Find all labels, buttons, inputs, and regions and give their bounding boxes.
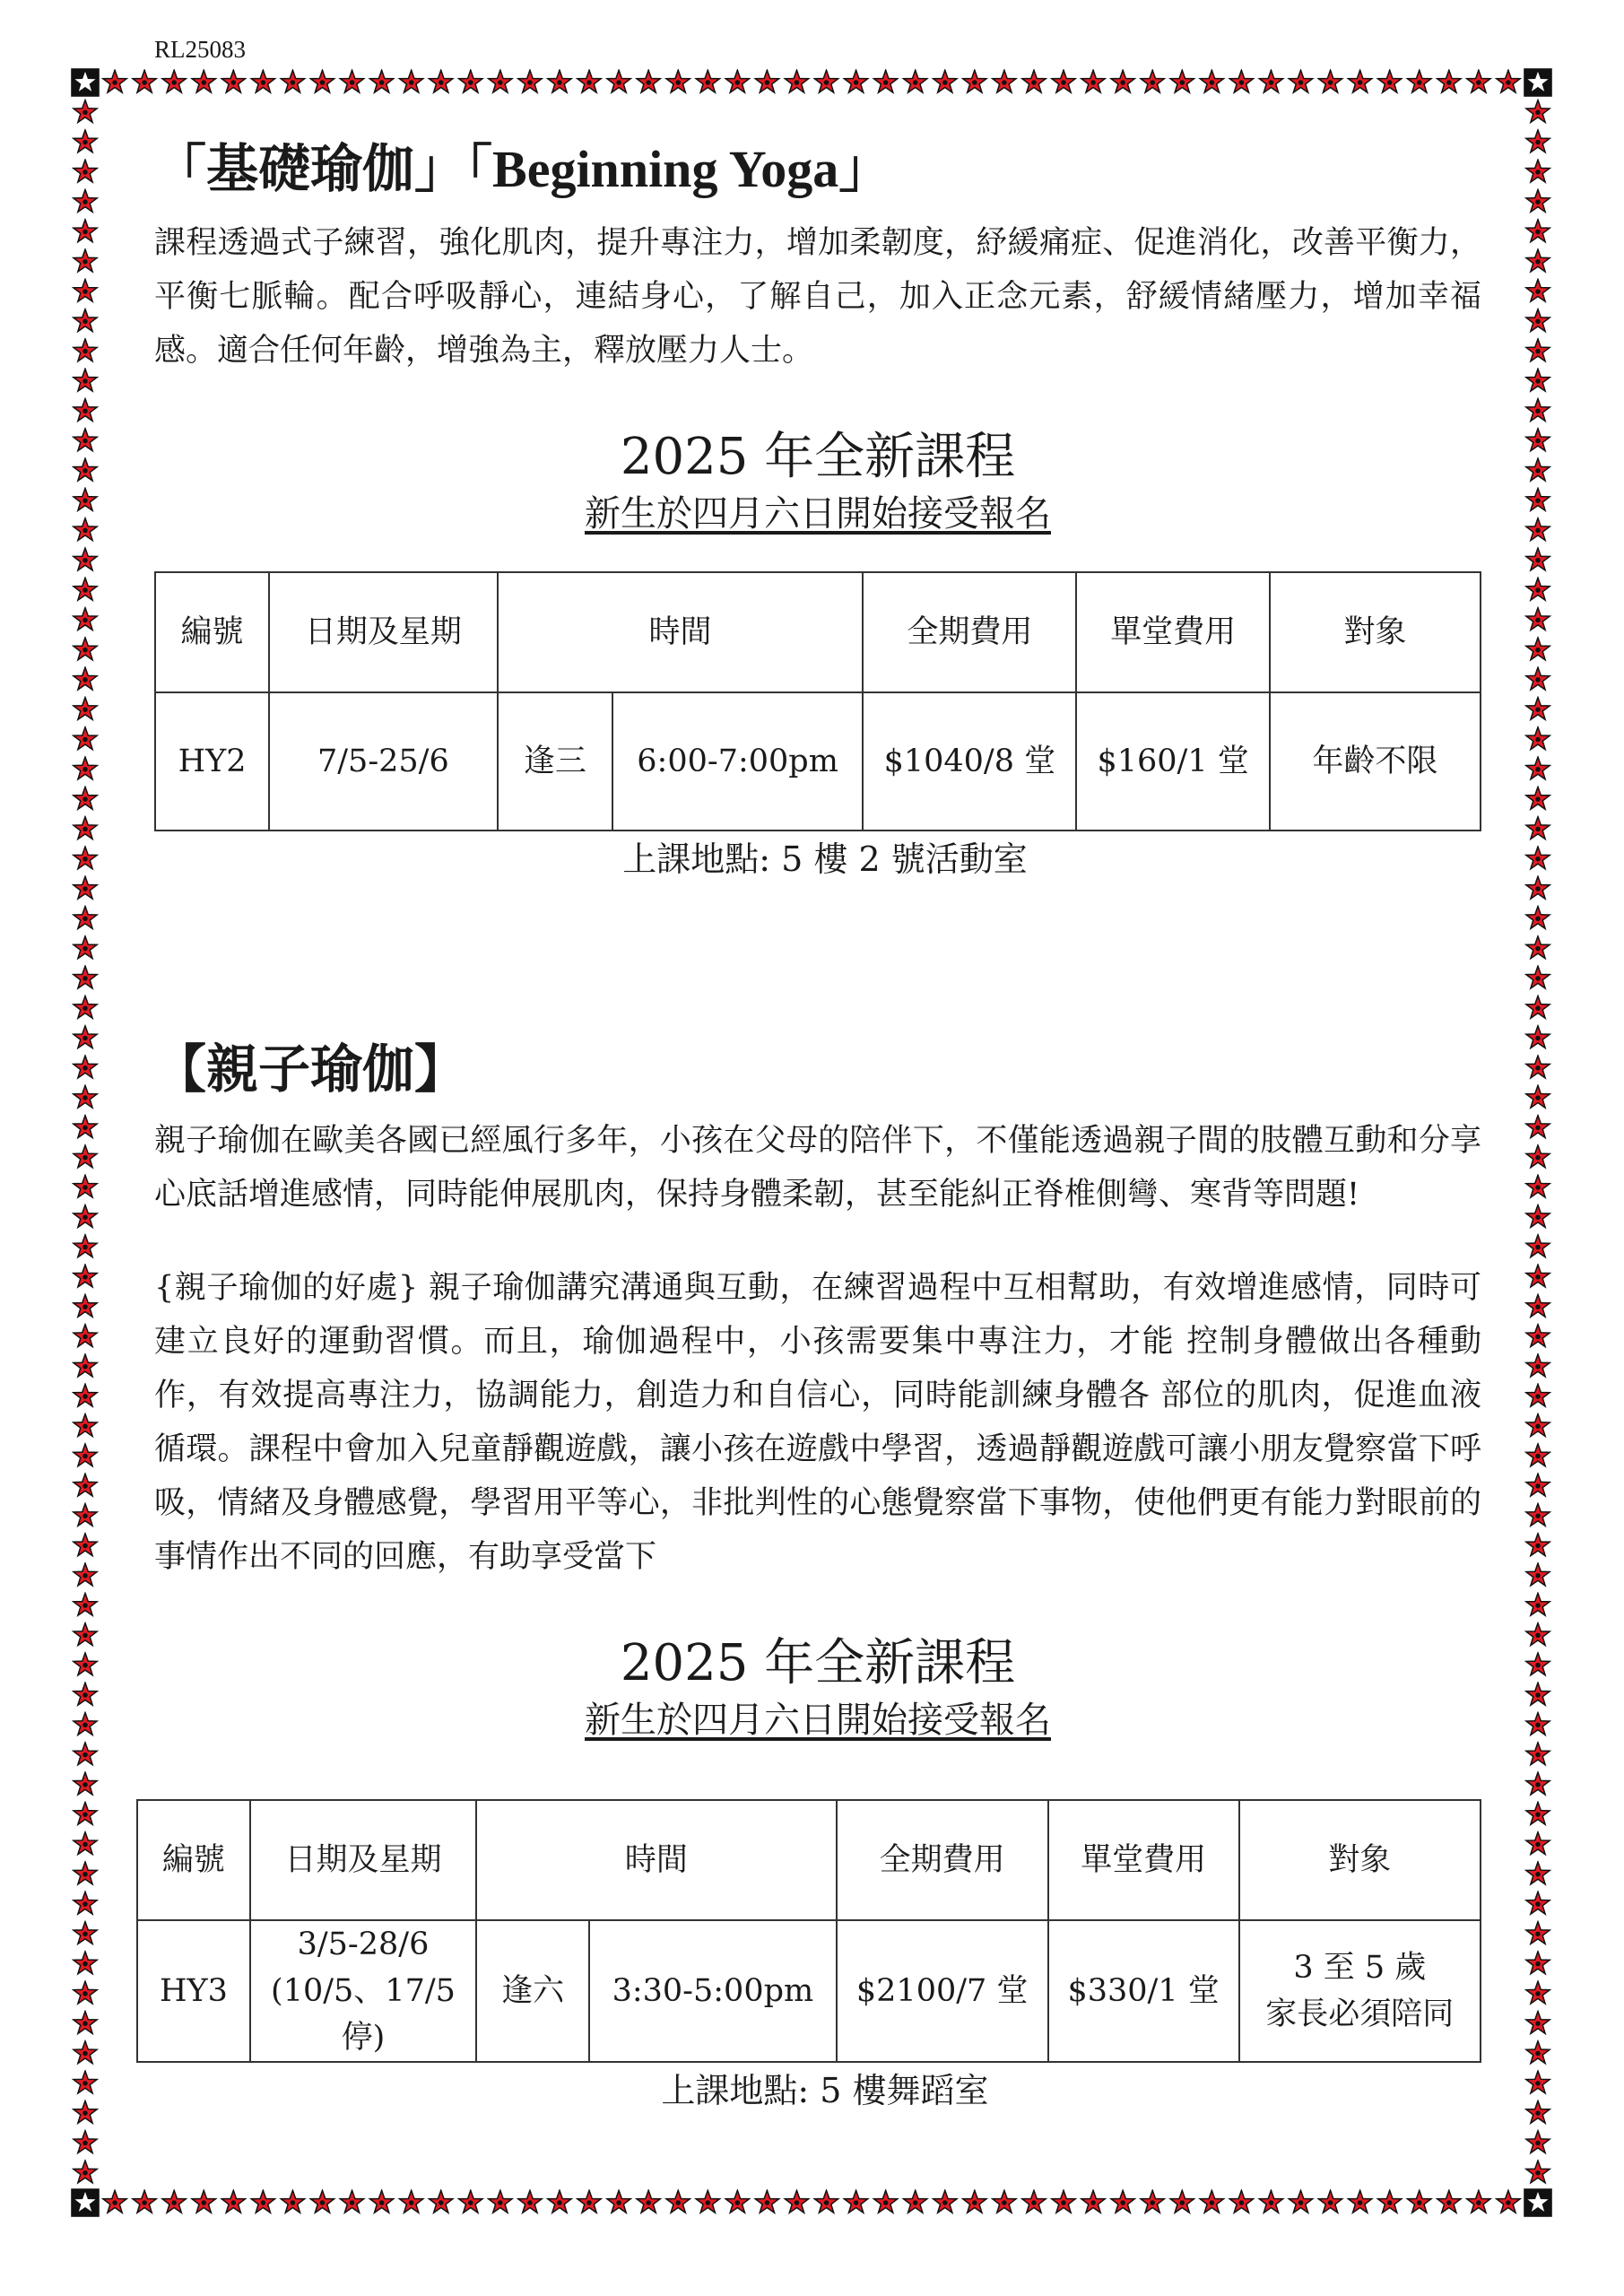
border-star-icon	[1526, 1892, 1550, 1914]
border-star-icon	[1526, 1056, 1550, 1078]
header-target: 對象	[1270, 572, 1481, 692]
border-star-icon	[1259, 2190, 1282, 2213]
border-star-icon	[844, 2190, 867, 2213]
corner-star-icon	[1524, 68, 1552, 97]
border-star-icon	[1526, 966, 1550, 988]
border-star-icon	[993, 2190, 1016, 2213]
border-star-icon	[578, 70, 601, 92]
border-star-icon	[251, 70, 274, 92]
border-star-icon	[1526, 1384, 1550, 1406]
schedule-table-hy3	[136, 1799, 1481, 2063]
border-star-icon	[74, 966, 97, 988]
schedule-table-hy2	[154, 571, 1481, 831]
border-star-icon	[74, 1802, 97, 1824]
border-star-icon	[963, 70, 986, 92]
border-star-icon	[133, 70, 156, 92]
border-star-icon	[1526, 1802, 1550, 1824]
border-star-icon	[74, 1862, 97, 1884]
border-star-icon	[993, 70, 1016, 92]
border-star-icon	[1318, 2190, 1342, 2213]
border-star-icon	[1526, 1563, 1550, 1586]
header-full-fee: 全期費用	[863, 572, 1076, 692]
border-star-icon	[1526, 369, 1550, 391]
border-star-icon	[1200, 2190, 1223, 2213]
border-star-icon	[1526, 1145, 1550, 1168]
border-star-icon	[74, 1265, 97, 1287]
border-star-icon	[74, 1922, 97, 1944]
border-star-icon	[74, 100, 97, 123]
border-star-icon	[74, 2041, 97, 2064]
border-star-icon	[1526, 1534, 1550, 1556]
border-star-icon	[1141, 2190, 1164, 2213]
border-star-icon	[607, 70, 630, 92]
border-star-icon	[74, 1085, 97, 1108]
border-star-icon	[607, 2190, 630, 2213]
border-star-icon	[1170, 70, 1194, 92]
border-star-icon	[281, 2190, 304, 2213]
border-star-icon	[1437, 70, 1461, 92]
border-star-icon	[1141, 70, 1164, 92]
border-star-icon	[1526, 429, 1550, 451]
border-star-icon	[459, 2190, 482, 2213]
header-single-fee: 單堂費用	[1076, 572, 1269, 692]
border-star-icon	[74, 638, 97, 660]
border-star-icon	[1378, 2190, 1402, 2213]
cell-target	[1239, 1920, 1481, 2062]
cell-date-line1: 3/5-28/6	[297, 1926, 430, 1962]
border-star-icon	[1022, 2190, 1046, 2213]
border-star-icon	[1526, 2100, 1550, 2123]
border-star-icon	[1526, 847, 1550, 869]
border-star-icon	[1526, 339, 1550, 361]
border-star-icon	[1526, 399, 1550, 422]
border-star-icon	[74, 578, 97, 600]
border-star-icon	[1526, 1683, 1550, 1705]
border-star-icon	[1526, 578, 1550, 600]
border-star-icon	[696, 70, 719, 92]
border-star-icon	[74, 339, 97, 361]
border-star-icon	[1052, 2190, 1075, 2213]
border-star-icon	[1349, 70, 1372, 92]
border-star-icon	[74, 279, 97, 301]
border-star-icon	[103, 70, 126, 92]
border-star-icon	[1526, 907, 1550, 929]
border-star-icon	[666, 2190, 690, 2213]
border-star-icon	[1526, 100, 1550, 123]
cell-target-line2: 家長必須陪同	[1265, 1996, 1455, 2032]
border-star-icon	[844, 70, 867, 92]
border-star-icon	[221, 70, 245, 92]
border-star-icon	[1081, 70, 1105, 92]
border-star-icon	[1526, 787, 1550, 809]
border-star-icon	[1526, 1922, 1550, 1944]
border-star-icon	[74, 907, 97, 929]
border-star-icon	[74, 2131, 97, 2153]
border-star-icon	[1437, 2190, 1461, 2213]
cell-target: 年齡不限	[1270, 692, 1481, 831]
border-star-icon	[1259, 70, 1282, 92]
border-star-icon	[74, 1235, 97, 1257]
border-star-icon	[1318, 70, 1342, 92]
border-star-icon	[1526, 2071, 1550, 2093]
border-star-icon	[1526, 249, 1550, 272]
border-star-icon	[1229, 70, 1253, 92]
border-star-icon	[310, 2190, 334, 2213]
border-star-icon	[548, 2190, 571, 2213]
border-star-icon	[1526, 548, 1550, 570]
border-star-icon	[74, 727, 97, 750]
border-star-icon	[74, 1414, 97, 1437]
border-star-icon	[1170, 2190, 1194, 2213]
border-star-icon	[1526, 757, 1550, 779]
border-star-icon	[934, 70, 957, 92]
header-full-fee: 全期費用	[837, 1800, 1048, 1920]
border-star-icon	[1111, 2190, 1134, 2213]
border-star-icon	[74, 548, 97, 570]
border-star-icon	[74, 1145, 97, 1168]
border-star-icon	[74, 996, 97, 1018]
border-star-icon	[74, 1116, 97, 1138]
border-star-icon	[1526, 1772, 1550, 1795]
page-content	[154, 133, 1481, 2112]
border-star-icon	[1526, 2131, 1550, 2153]
border-star-icon	[74, 2071, 97, 2093]
cell-date-line2: (10/5、17/5 停)	[271, 1973, 456, 2056]
border-star-icon	[192, 2190, 215, 2213]
border-star-icon	[963, 2190, 986, 2213]
cell-full-fee: $1040/8 堂	[863, 692, 1076, 831]
border-star-icon	[489, 70, 512, 92]
cell-code: HY3	[137, 1920, 250, 2062]
border-star-icon	[1022, 70, 1046, 92]
border-star-icon	[1526, 1175, 1550, 1197]
border-star-icon	[74, 1952, 97, 1974]
border-star-icon	[1408, 2190, 1431, 2213]
border-star-icon	[430, 70, 453, 92]
border-star-icon	[1526, 608, 1550, 631]
cell-time: 3:30-5:00pm	[589, 1920, 837, 2062]
border-star-icon	[904, 2190, 927, 2213]
cell-single-fee: $330/1 堂	[1048, 1920, 1239, 2062]
border-star-icon	[1526, 1205, 1550, 1227]
border-star-icon	[74, 1981, 97, 2004]
parent-child-yoga-title: 【親子瑜伽】	[154, 1039, 467, 1100]
border-star-icon	[74, 399, 97, 422]
border-star-icon	[1081, 2190, 1105, 2213]
border-star-icon	[74, 1683, 97, 1705]
border-star-icon	[74, 1534, 97, 1556]
border-star-icon	[1526, 1743, 1550, 1765]
cell-time: 6:00-7:00pm	[612, 692, 863, 831]
border-star-icon	[430, 2190, 453, 2213]
border-star-icon	[369, 70, 393, 92]
border-star-icon	[1526, 1444, 1550, 1466]
border-star-icon	[1526, 1235, 1550, 1257]
border-star-icon	[74, 876, 97, 899]
border-star-icon	[1229, 2190, 1253, 2213]
border-star-icon	[785, 70, 808, 92]
cell-day: 逢三	[498, 692, 612, 831]
border-star-icon	[74, 189, 97, 212]
border-star-icon	[1526, 189, 1550, 212]
border-star-icon	[221, 2190, 245, 2213]
cell-full-fee: $2100/7 堂	[837, 1920, 1048, 2062]
border-star-icon	[1526, 1354, 1550, 1377]
border-star-icon	[725, 2190, 749, 2213]
border-star-icon	[340, 2190, 363, 2213]
border-star-icon	[251, 2190, 274, 2213]
border-star-icon	[74, 1593, 97, 1615]
border-star-icon	[74, 369, 97, 391]
header-target: 對象	[1239, 1800, 1481, 1920]
border-star-icon	[74, 1026, 97, 1048]
border-star-icon	[1526, 1414, 1550, 1437]
border-star-icon	[1526, 279, 1550, 301]
border-star-icon	[1526, 1862, 1550, 1884]
cell-date: 7/5-25/6	[269, 692, 498, 831]
border-star-icon	[1526, 309, 1550, 332]
course-year-title: 2025 年全新課程	[620, 428, 1016, 486]
border-star-icon	[74, 160, 97, 182]
border-star-icon	[133, 2190, 156, 2213]
document-code: RL25083	[154, 36, 247, 63]
border-star-icon	[74, 2011, 97, 2033]
border-star-icon	[74, 847, 97, 869]
header-date: 日期及星期	[269, 572, 498, 692]
border-star-icon	[281, 70, 304, 92]
border-star-icon	[578, 2190, 601, 2213]
border-star-icon	[400, 2190, 423, 2213]
border-star-icon	[1526, 160, 1550, 182]
border-star-icon	[1526, 1593, 1550, 1615]
border-star-icon	[1526, 1503, 1550, 1526]
venue-hy2: 上課地點: 5 樓 2 號活動室	[622, 839, 1028, 879]
border-star-icon	[74, 220, 97, 242]
border-star-icon	[74, 1294, 97, 1317]
border-star-icon	[74, 1444, 97, 1466]
border-star-icon	[1526, 697, 1550, 719]
border-star-icon	[934, 2190, 957, 2213]
border-star-icon	[1526, 1952, 1550, 1974]
border-star-icon	[1467, 70, 1490, 92]
border-star-icon	[74, 1384, 97, 1406]
border-star-icon	[74, 1325, 97, 1347]
border-star-icon	[1526, 638, 1550, 660]
border-star-icon	[74, 2100, 97, 2123]
border-star-icon	[755, 2190, 778, 2213]
border-star-icon	[74, 1354, 97, 1377]
border-star-icon	[1526, 1981, 1550, 2004]
parent-child-yoga-benefits: {親子瑜伽的好處} 親子瑜伽講究溝通與互動，在練習過程中互相幫助，有效增進感情，同時可建立良好的運動習慣。而且，瑜伽過程中，小孩需要集中專注力，才能 控制身體做出各種動作，有效提高專注力，協調能力，創造力和自信心，同時能訓練身體各 部位的肌肉，促進血液循環。課程中會加入兒童靜觀遊戲，讓小孩在遊戲中學習，透過靜觀遊戲可讓小朋友覺察當下呼吸，情緒及身體感覺，學習用平等心，非批判性的心態覺察當下事物，使他們更有能力對眼前的事情作出不同的回應，有助享受當下	[154, 1270, 1481, 1575]
border-star-icon	[74, 1474, 97, 1496]
course-year-title: 2025 年全新課程	[620, 1634, 1016, 1692]
border-star-icon	[1526, 1294, 1550, 1317]
border-star-icon	[74, 1892, 97, 1914]
border-star-icon	[340, 70, 363, 92]
border-star-icon	[1526, 876, 1550, 899]
border-star-icon	[1526, 1265, 1550, 1287]
border-star-icon	[814, 2190, 838, 2213]
border-star-icon	[1526, 488, 1550, 510]
border-star-icon	[1408, 70, 1431, 92]
venue-hy3: 上課地點: 5 樓舞蹈室	[661, 2071, 989, 2110]
border-star-icon	[785, 2190, 808, 2213]
border-star-icon	[1526, 2011, 1550, 2033]
border-star-icon	[1497, 70, 1520, 92]
border-star-icon	[755, 70, 778, 92]
border-star-icon	[1526, 996, 1550, 1018]
border-star-icon	[548, 70, 571, 92]
border-star-icon	[1526, 220, 1550, 242]
border-star-icon	[696, 2190, 719, 2213]
border-star-icon	[1526, 1325, 1550, 1347]
header-date: 日期及星期	[250, 1800, 476, 1920]
corner-star-icon	[71, 2188, 100, 2217]
corner-star-icon	[71, 68, 100, 97]
cell-target-line1: 3 至 5 歲	[1293, 1950, 1427, 1986]
header-time: 時間	[476, 1800, 837, 1920]
border-star-icon	[666, 70, 690, 92]
border-star-icon	[74, 667, 97, 690]
border-star-icon	[1052, 70, 1075, 92]
border-star-icon	[310, 70, 334, 92]
border-star-icon	[162, 2190, 186, 2213]
border-star-icon	[74, 249, 97, 272]
border-star-icon	[74, 488, 97, 510]
border-star-icon	[74, 1205, 97, 1227]
border-star-icon	[874, 2190, 898, 2213]
table-header-row	[155, 572, 1481, 692]
table-header-row	[137, 1800, 1481, 1920]
header-time: 時間	[498, 572, 864, 692]
border-star-icon	[74, 1175, 97, 1197]
border-star-icon	[74, 1056, 97, 1078]
border-star-icon	[74, 130, 97, 152]
registration-note: 新生於四月六日開始接受報名	[585, 493, 1051, 535]
border-star-icon	[74, 757, 97, 779]
border-star-icon	[400, 70, 423, 92]
cell-code: HY2	[155, 692, 269, 831]
border-star-icon	[74, 1713, 97, 1735]
border-star-icon	[459, 70, 482, 92]
border-star-icon	[74, 787, 97, 809]
border-star-icon	[1378, 70, 1402, 92]
border-star-icon	[489, 2190, 512, 2213]
border-star-icon	[1526, 1623, 1550, 1646]
border-star-icon	[74, 608, 97, 631]
table-row	[155, 692, 1481, 831]
header-code: 編號	[155, 572, 269, 692]
border-star-icon	[74, 1832, 97, 1855]
cell-date	[250, 1920, 476, 2062]
beginning-yoga-description: 課程透過式子練習，強化肌肉，提升專注力，增加柔韌度，紓緩痛症、促進消化，改善平衡力，平衡七脈輪。配合呼吸靜心，連結身心，了解自己，加入正念元素，舒緩情緒壓力，增加幸福感。適合任何年齡，增強為主，釋放壓力人士。	[154, 225, 1481, 369]
border-star-icon	[74, 1772, 97, 1795]
border-star-icon	[1526, 518, 1550, 541]
border-star-icon	[74, 936, 97, 959]
border-star-icon	[637, 2190, 660, 2213]
border-star-icon	[1526, 130, 1550, 152]
header-single-fee: 單堂費用	[1048, 1800, 1239, 1920]
border-star-icon	[1526, 1474, 1550, 1496]
border-star-icon	[192, 70, 215, 92]
border-star-icon	[1289, 2190, 1312, 2213]
border-star-icon	[74, 697, 97, 719]
border-star-icon	[1497, 2190, 1520, 2213]
border-star-icon	[814, 70, 838, 92]
border-star-icon	[518, 70, 542, 92]
border-star-icon	[1526, 1026, 1550, 1048]
border-star-icon	[74, 458, 97, 481]
header-code: 編號	[137, 1800, 250, 1920]
corner-star-icon	[1524, 2188, 1552, 2217]
border-star-icon	[1526, 1653, 1550, 1675]
border-star-icon	[103, 2190, 126, 2213]
border-star-icon	[1526, 458, 1550, 481]
border-star-icon	[1349, 2190, 1372, 2213]
border-star-icon	[1289, 70, 1312, 92]
border-star-icon	[1526, 817, 1550, 839]
border-star-icon	[74, 1743, 97, 1765]
border-star-icon	[74, 518, 97, 541]
border-star-icon	[1526, 1713, 1550, 1735]
border-star-icon	[1111, 70, 1134, 92]
border-star-icon	[1526, 1116, 1550, 1138]
border-star-icon	[1467, 2190, 1490, 2213]
border-star-icon	[74, 817, 97, 839]
border-star-icon	[1526, 667, 1550, 690]
beginning-yoga-title: 「基礎瑜伽」「Beginning Yoga」	[154, 138, 891, 199]
border-star-icon	[904, 70, 927, 92]
border-star-icon	[1526, 727, 1550, 750]
border-star-icon	[74, 429, 97, 451]
border-star-icon	[162, 70, 186, 92]
cell-single-fee: $160/1 堂	[1076, 692, 1269, 831]
border-star-icon	[1526, 2161, 1550, 2183]
border-star-icon	[74, 1503, 97, 1526]
border-star-icon	[369, 2190, 393, 2213]
border-star-icon	[1526, 1085, 1550, 1108]
border-star-icon	[1526, 936, 1550, 959]
border-star-icon	[74, 2161, 97, 2183]
border-star-icon	[74, 1623, 97, 1646]
border-star-icon	[74, 309, 97, 332]
border-star-icon	[1200, 70, 1223, 92]
border-star-icon	[518, 2190, 542, 2213]
border-star-icon	[725, 70, 749, 92]
border-star-icon	[74, 1653, 97, 1675]
border-star-icon	[1526, 2041, 1550, 2064]
border-star-icon	[1526, 1832, 1550, 1855]
table-row	[137, 1920, 1481, 2062]
border-star-icon	[74, 1563, 97, 1586]
border-star-icon	[874, 70, 898, 92]
parent-child-yoga-intro: 親子瑜伽在歐美各國已經風行多年，小孩在父母的陪伴下，不僅能透過親子間的肢體互動和分享心底話增進感情，同時能伸展肌肉，保持身體柔韌，甚至能糾正脊椎側彎、寒背等問題!	[154, 1123, 1481, 1213]
registration-note: 新生於四月六日開始接受報名	[585, 1700, 1051, 1741]
border-star-icon	[637, 70, 660, 92]
cell-day: 逢六	[476, 1920, 589, 2062]
